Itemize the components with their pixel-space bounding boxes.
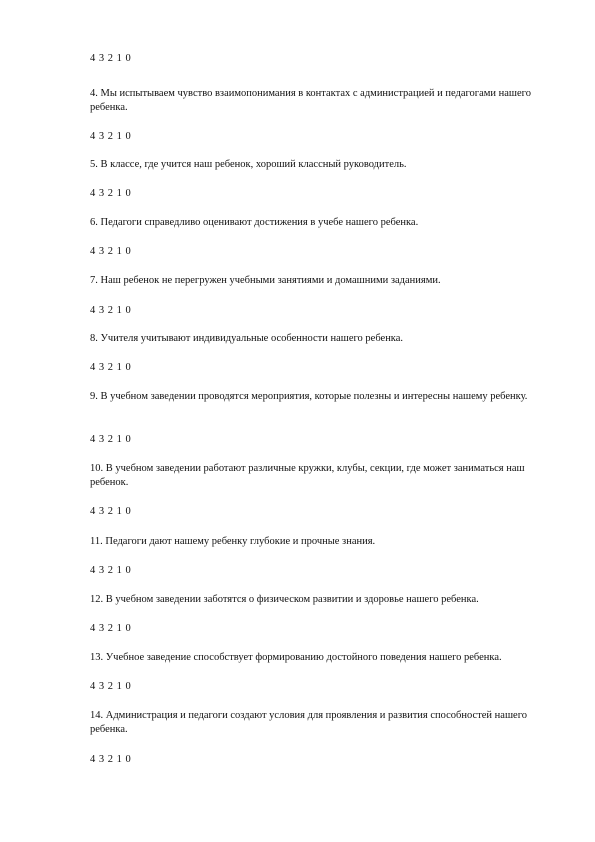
question-item-5: 5. В классе, где учится наш ребенок, хороший классный руководитель.	[90, 159, 407, 170]
rating-scale: 4 3 2 1 0	[90, 565, 132, 576]
rating-scale: 4 3 2 1 0	[90, 362, 132, 373]
rating-scale: 4 3 2 1 0	[90, 53, 132, 64]
rating-scale: 4 3 2 1 0	[90, 623, 132, 634]
question-item-13: 13. Учебное заведение способствует формированию достойного поведения нашего ребенка.	[90, 652, 502, 663]
rating-scale: 4 3 2 1 0	[90, 131, 132, 142]
question-item-6: 6. Педагоги справедливо оценивают достижения в учебе нашего ребенка.	[90, 217, 419, 228]
rating-scale: 4 3 2 1 0	[90, 754, 132, 765]
question-item-12: 12. В учебном заведении заботятся о физическом развитии и здоровье нашего ребенка.	[90, 594, 479, 605]
question-item-10: 10. В учебном заведении работают различные кружки, клубы, секции, где может заниматься наш ребенок.	[90, 463, 525, 488]
rating-scale: 4 3 2 1 0	[90, 305, 132, 316]
question-item-14: 14. Администрация и педагоги создают условия для проявления и развития способностей нашего ребенка.	[90, 710, 528, 735]
rating-scale: 4 3 2 1 0	[90, 506, 132, 517]
question-item-7: 7. Наш ребенок не перегружен учебными занятиями и домашними заданиями.	[90, 275, 441, 286]
question-item-4: 4. Мы испытываем чувство взаимопонимания в контактах с администрацией и педагогами нашего ребенка.	[90, 88, 531, 113]
rating-scale: 4 3 2 1 0	[90, 434, 132, 445]
rating-scale: 4 3 2 1 0	[90, 188, 132, 199]
question-item-9: 9. В учебном заведении проводятся мероприятия, которые полезны и интересны нашему ребенку.	[90, 391, 528, 402]
question-item-8: 8. Учителя учитывают индивидуальные особенности нашего ребенка.	[90, 333, 404, 344]
question-item-11: 11. Педагоги дают нашему ребенку глубокие и прочные знания.	[90, 536, 376, 547]
rating-scale: 4 3 2 1 0	[90, 246, 132, 257]
rating-scale: 4 3 2 1 0	[90, 681, 132, 692]
